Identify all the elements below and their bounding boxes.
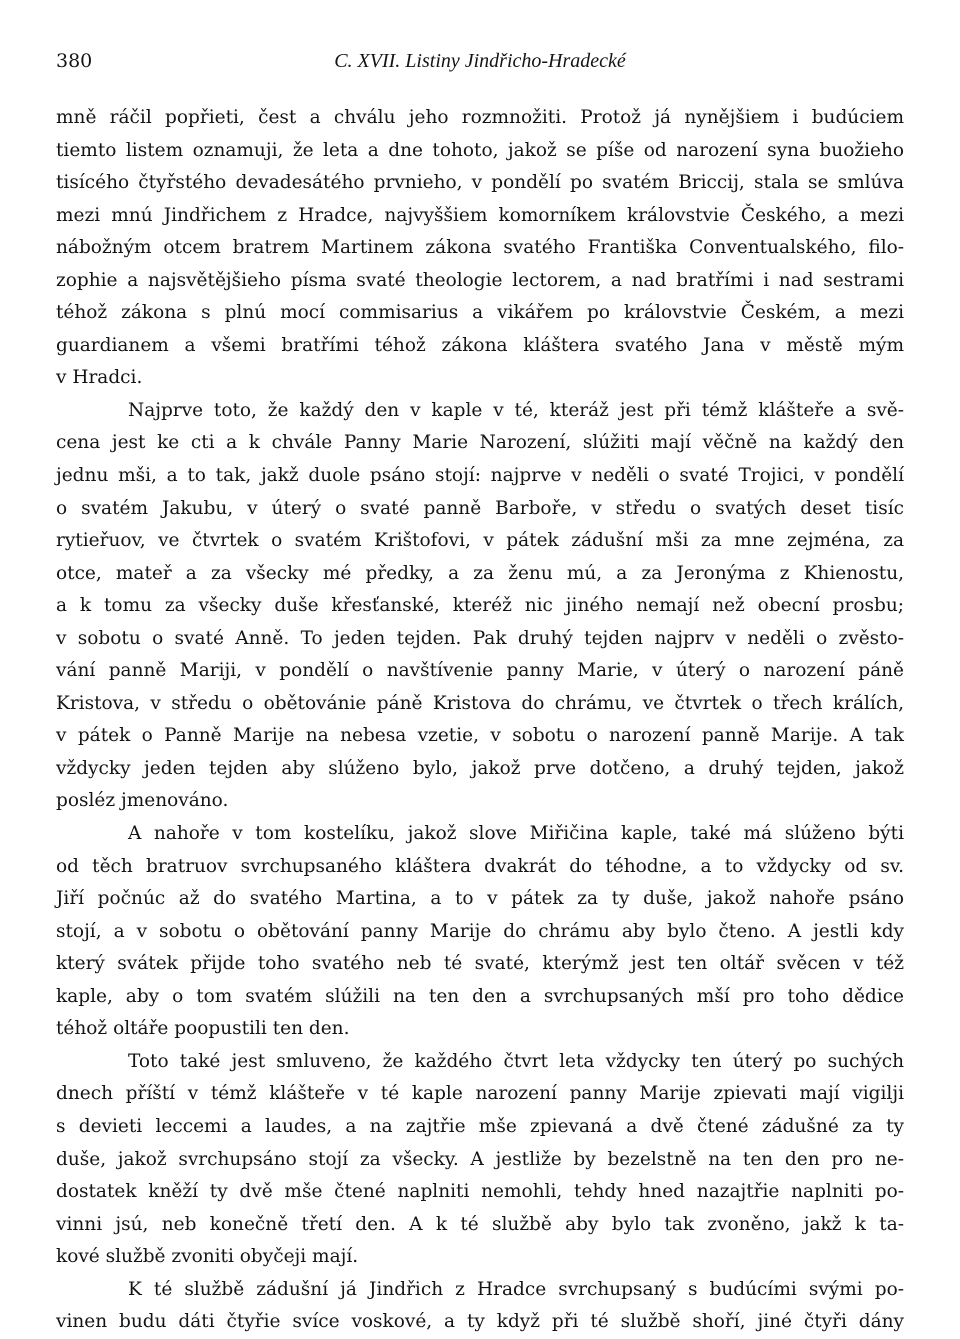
text-line: guardianem a všemi bratřími téhož zákona kláštera svatého Jana v městě mým <box>56 334 904 356</box>
text-line: tiemto listem oznamuji, že leta a dne tohoto, jakož se píše od narození syna buožieho <box>56 139 904 161</box>
text-line: stojí, a v sobotu o obětování panny Marije do chrámu aby bylo čteno. A jestli kdy <box>56 920 904 942</box>
text-line: zophie a najsvětějšieho písma svaté theologie lectorem, a nad bratřími i nad sestrami <box>56 269 904 291</box>
text-line: dnech příští v témž klášteře v té kaple narození panny Marije zpievati mají vigilji <box>56 1083 904 1105</box>
text-line: vání panně Mariji, v pondělí o navštívenie panny Marie, v úterý o narození páně <box>56 660 904 682</box>
text-line: tisícého čtyřstého devadesátého prvnieho, v pondělí po svatém Briccij, stala se smlúva <box>56 172 904 194</box>
text-line: kaple, aby o tom svatém slúžili na ten den a svrchupsaných mší pro toho dědice <box>56 985 904 1007</box>
text-line: Toto také jest smluveno, že každého čtvrt leta vždycky ten úterý po suchých <box>128 1050 904 1072</box>
text-line: dostatek kněží ty dvě mše čtené naplniti nemohli, tehdy hned nazajtřie naplniti po- <box>56 1181 904 1203</box>
text-line: v sobotu o svaté Anně. To jeden tejden. Pak druhý tejden najprv v neděli o zvěsto- <box>56 627 904 649</box>
running-title: C. XVII. Listiny Jindřicho-Hradecké <box>334 50 626 72</box>
book-page <box>56 50 904 1339</box>
text-line: vždycky jeden tejden aby slúženo bylo, jakož prve dotčeno, a druhý tejden, jakož <box>56 757 904 779</box>
text-line: kové službě zvoniti obyčeji mají. <box>56 1246 359 1268</box>
text-line: který svátek přijde toho svatého neb té svaté, kterýmž jest ten oltář svěcen v též <box>56 953 904 975</box>
text-line: duše, jakož svrchupsáno stojí za všecky. A jestliže by bezelstně na ten den pro ne- <box>56 1148 904 1170</box>
text-line: jednu mši, a to tak, jakž duole psáno stojí: najprve v neděli o svaté Trojici, v pondělí <box>56 465 904 487</box>
text-line: téhož oltáře poopustili ten den. <box>56 1018 350 1040</box>
text-line: A nahoře v tom kostelíku, jakož slove Miřičina kaple, také má slúženo býti <box>128 823 904 845</box>
text-line: vinen budu dáti čtyřie svíce voskové, a ty když při té službě shoří, jiné čtyři dány <box>56 1311 904 1333</box>
page-number: 380 <box>56 50 93 72</box>
text-line: Kristova, v středu o obětovánie páně Kristova do chrámu, ve čtvrtek o třech králích, <box>56 692 904 714</box>
text-line: vinni jsú, neb konečně třetí den. A k té službě aby bylo tak zvoněno, jakž k ta- <box>56 1213 904 1235</box>
text-line: otce, mateř a za všecky mé předky, a za ženu mú, a za Jeronýma z Khienostu, <box>56 562 904 584</box>
text-line: rytieřuov, ve čtvrtek o svatém Krištofovi, v pátek zádušní mši za mne zejména, za <box>56 530 904 552</box>
text-line: posléz jmenováno. <box>56 790 229 812</box>
text-line: a k tomu za všecky duše křesťanské, kteréž nic jiného nemají než obecní prosbu; <box>56 595 904 617</box>
text-line: v pátek o Panně Marije na nebesa vzetie, v sobotu o narození panně Marije. A tak <box>56 725 904 747</box>
text-line: mně ráčil popřieti, čest a chválu jeho rozmnožiti. Protož já nynějšiem i budúciem <box>56 107 904 128</box>
text-line: od těch bratruov svrchupsaného kláštera dvakrát do téhodne, a to vždycky od sv. <box>56 855 904 877</box>
page-header <box>56 50 904 82</box>
body-text <box>56 102 904 1339</box>
text-line: mezi mnú Jindřichem z Hradce, najvyššiem komorníkem královstvie Českého, a mezi <box>56 204 904 226</box>
text-line: Najprve toto, že každý den v kaple v té, kteráž jest při témž klášteře a svě- <box>128 399 904 421</box>
text-line: s devieti leccemi a laudes, a na zajtřie mše zpievaná a dvě čtené zádušné za ty <box>56 1115 904 1137</box>
text-line: nábožným otcem bratrem Martinem zákona svatého Františka Conventualského, filo- <box>56 237 904 259</box>
text-line: o svatém Jakubu, v úterý o svaté panně Barboře, v středu o svatých deset tisíc <box>56 497 904 519</box>
text-line: v Hradci. <box>56 367 143 389</box>
text-line: téhož zákona s plnú mocí commisarius a vikářem po královstvie Českém, a mezi <box>56 302 904 324</box>
text-line: Jiří počnúc až do svatého Martina, a to v pátek za ty duše, jakož nahoře psáno <box>56 888 904 910</box>
text-line: K té službě zádušní já Jindřich z Hradce svrchupsaný s budúcími svými po- <box>128 1278 904 1300</box>
text-line: cena jest ke cti a k chvále Panny Marie Narození, slúžiti mají věčně na každý den <box>56 432 904 454</box>
